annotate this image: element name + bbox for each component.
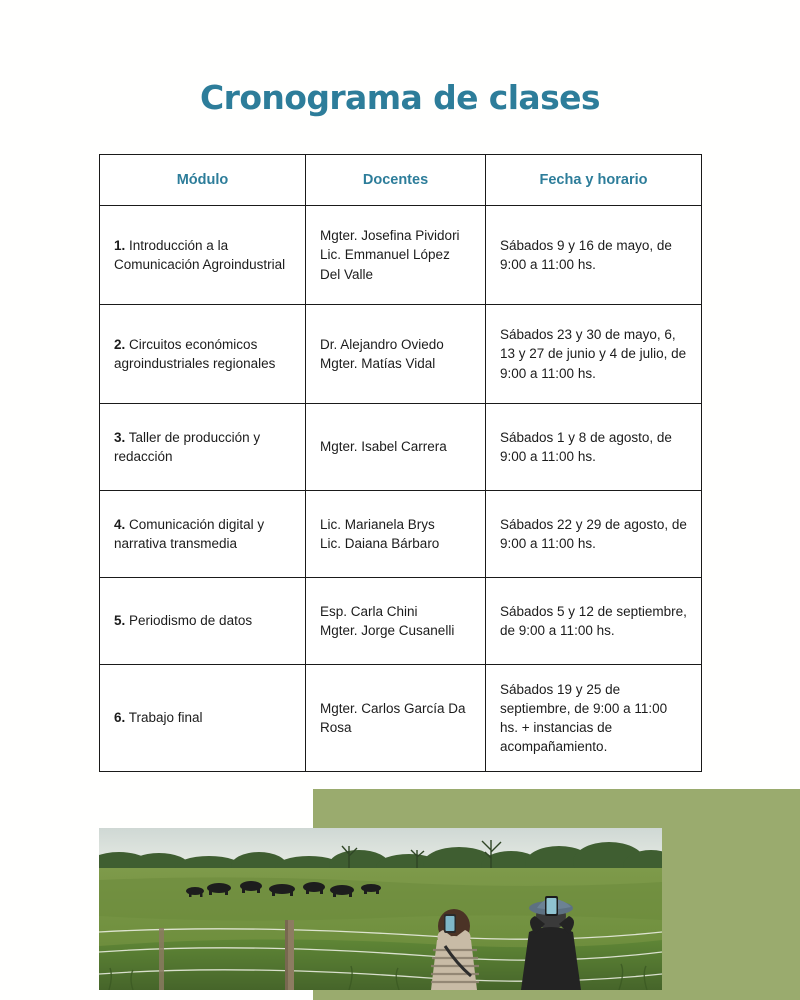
module-title: Circuitos económicos agroindustriales regionales	[114, 336, 276, 371]
teacher-name: Mgter. Matías Vidal	[320, 356, 436, 371]
table-row	[100, 491, 702, 578]
teacher-name: Mgter. Carlos García Da Rosa	[320, 700, 466, 735]
table-row	[100, 305, 702, 404]
schedule-table	[99, 154, 702, 772]
cell-date: Sábados 19 y 25 de septiembre, de 9:00 a 11:00 hs. + instancias de acompañamiento.	[486, 665, 702, 772]
teacher-name: Mgter. Isabel Carrera	[320, 439, 447, 455]
cell-module	[100, 665, 306, 772]
module-title: Taller de producción y redacción	[114, 429, 261, 464]
field-photo	[99, 828, 662, 990]
table-row	[100, 665, 702, 772]
module-title: Introducción a la Comunicación Agroindustrial	[114, 237, 286, 272]
column-header-date: Fecha y horario	[486, 155, 702, 206]
field-photo-illustration	[99, 828, 662, 990]
cell-module	[100, 305, 306, 404]
module-title: Trabajo final	[125, 710, 203, 726]
table-row	[100, 206, 702, 305]
cell-teachers	[306, 305, 486, 404]
teacher-name: Mgter. Josefina Pividori	[320, 228, 460, 244]
cell-date: Sábados 1 y 8 de agosto, de 9:00 a 11:00 hs.	[486, 404, 702, 491]
module-number: 5.	[114, 613, 126, 629]
cell-module	[100, 404, 306, 491]
cell-teachers	[306, 491, 486, 578]
module-title: Periodismo de datos	[125, 613, 253, 629]
schedule-table-container	[99, 154, 701, 772]
column-header-module: Módulo	[100, 155, 306, 206]
cell-teachers	[306, 404, 486, 491]
module-number: 2.	[114, 336, 126, 352]
cell-date: Sábados 5 y 12 de septiembre, de 9:00 a 11:00 hs.	[486, 578, 702, 665]
teacher-name: Esp. Carla Chini	[320, 603, 418, 619]
cell-module	[100, 206, 306, 305]
page-title: Cronograma de clases	[200, 78, 600, 117]
cell-date: Sábados 23 y 30 de mayo, 6, 13 y 27 de junio y 4 de julio, de 9:00 a 11:00 hs.	[486, 305, 702, 404]
table-header-row	[100, 155, 702, 206]
cell-module	[100, 491, 306, 578]
module-number: 1.	[114, 237, 126, 253]
teacher-name: Lic. Daiana Bárbaro	[320, 536, 440, 551]
module-number: 3.	[114, 429, 126, 445]
module-number: 6.	[114, 710, 126, 726]
table-row	[100, 404, 702, 491]
cell-date: Sábados 9 y 16 de mayo, de 9:00 a 11:00 hs.	[486, 206, 702, 305]
module-number: 4.	[114, 516, 126, 532]
cell-teachers	[306, 206, 486, 305]
cell-teachers	[306, 665, 486, 772]
teacher-name: Lic. Marianela Brys	[320, 516, 435, 532]
cell-module	[100, 578, 306, 665]
cell-date: Sábados 22 y 29 de agosto, de 9:00 a 11:00 hs.	[486, 491, 702, 578]
teacher-name: Lic. Emmanuel López Del Valle	[320, 247, 450, 282]
column-header-teachers: Docentes	[306, 155, 486, 206]
teacher-name: Dr. Alejandro Oviedo	[320, 336, 444, 352]
teacher-name: Mgter. Jorge Cusanelli	[320, 623, 455, 638]
cell-teachers	[306, 578, 486, 665]
module-title: Comunicación digital y narrativa transmedia	[114, 516, 265, 551]
table-row	[100, 578, 702, 665]
